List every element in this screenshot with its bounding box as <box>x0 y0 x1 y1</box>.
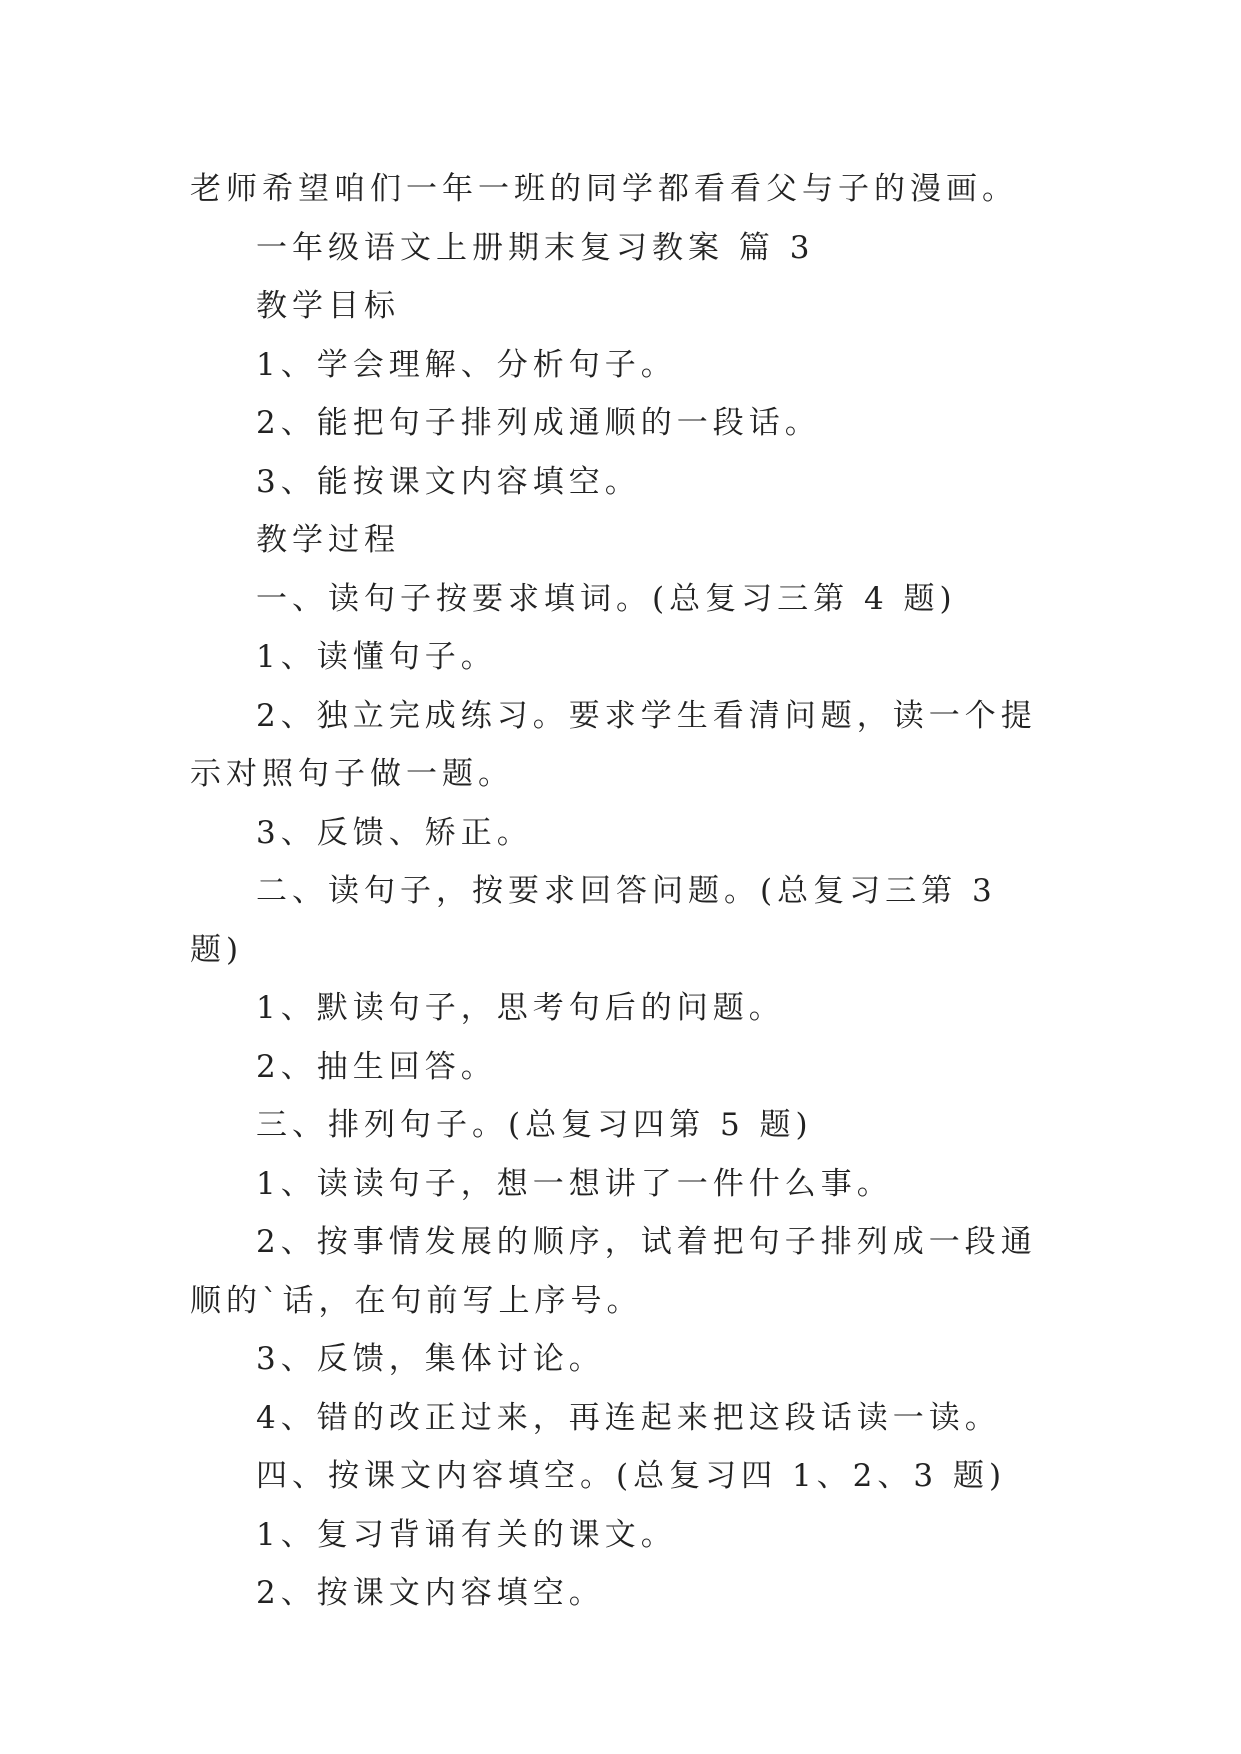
heading-teaching-goals: 教学目标 <box>256 288 400 324</box>
goal-item: 2、能把句子排列成通顺的一段话。 <box>256 405 821 441</box>
process-item: 2、独立完成练习。要求学生看清问题，读一个提示对照句子做一题。 <box>190 697 1037 792</box>
process-item: 4、错的改正过来，再连起来把这段话读一读。 <box>256 1399 1001 1436</box>
process-item: 3、反馈，集体讨论。 <box>256 1341 605 1377</box>
goal-item: 1、学会理解、分析句子。 <box>256 346 677 383</box>
document-body <box>190 160 1060 1623</box>
process-step-heading: 四、按课文内容填空。(总复习四 1、2、3 题) <box>256 1458 1007 1494</box>
section-title: 一年级语文上册期末复习教案 篇 3 <box>256 229 815 266</box>
heading-teaching-process: 教学过程 <box>256 522 400 558</box>
process-step-heading: 二、读句子，按要求回答问题。(总复习三第 3 题) <box>190 873 997 968</box>
process-item: 1、复习背诵有关的课文。 <box>256 1516 677 1553</box>
process-item: 1、读读句子，想一想讲了一件什么事。 <box>256 1165 893 1202</box>
process-step-heading: 一、读句子按要求填词。(总复习三第 4 题) <box>256 580 957 617</box>
process-item: 2、按事情发展的顺序，试着把句子排列成一段通顺的`话，在句前写上序号。 <box>190 1224 1037 1319</box>
process-item: 3、反馈、矫正。 <box>256 814 533 851</box>
paragraph-continuation: 老师希望咱们一年一班的同学都看看父与子的漫画。 <box>190 171 1018 207</box>
process-item: 2、按课文内容填空。 <box>256 1575 605 1611</box>
process-item: 2、抽生回答。 <box>256 1048 497 1085</box>
process-item: 1、读懂句子。 <box>256 639 497 675</box>
goal-item: 3、能按课文内容填空。 <box>256 463 641 500</box>
process-step-heading: 三、排列句子。(总复习四第 5 题) <box>256 1107 813 1143</box>
process-item: 1、默读句子，思考句后的问题。 <box>256 990 785 1026</box>
